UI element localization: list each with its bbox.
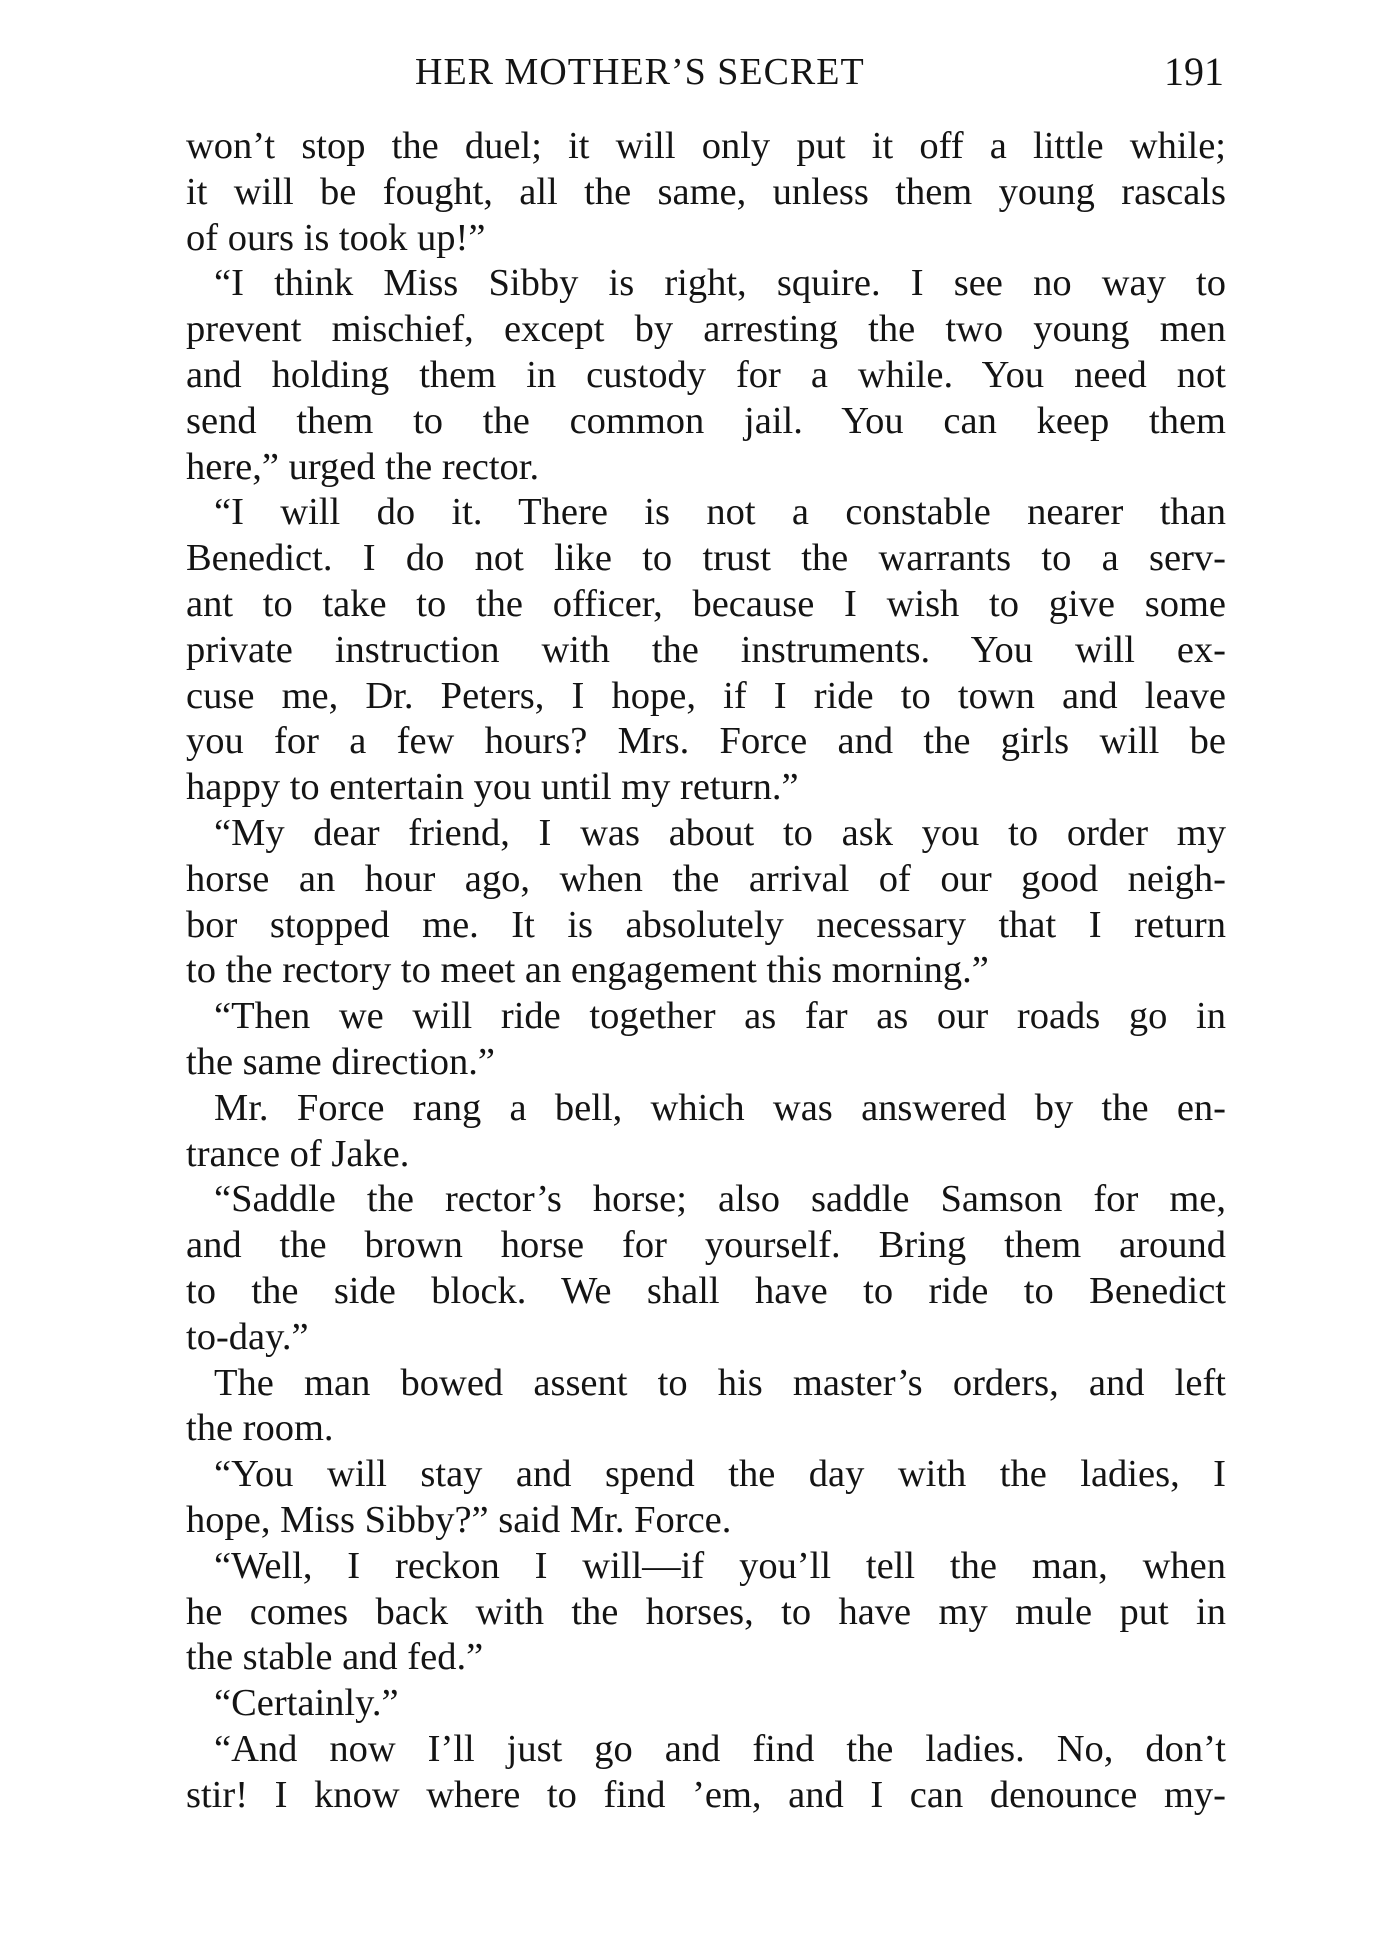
running-title: HER MOTHER’S SECRET <box>415 51 865 93</box>
text-line: “You will stay and spend the day with the ladies, I <box>214 1453 1226 1496</box>
text-line: it will be fought, all the same, unless them young rascals <box>186 170 1226 213</box>
text-line: here,” urged the rector. <box>186 445 540 488</box>
text-line: “Certainly.” <box>214 1682 399 1725</box>
text-line: cuse me, Dr. Peters, I hope, if I ride to town and leave <box>186 674 1226 717</box>
text-line: hope, Miss Sibby?” said Mr. Force. <box>186 1498 732 1541</box>
text-line: the same direction.” <box>186 1040 495 1083</box>
text-line: the room. <box>186 1407 334 1450</box>
text-line: “Saddle the rector’s horse; also saddle Samson for me, <box>214 1178 1226 1221</box>
text-line: trance of Jake. <box>186 1132 410 1175</box>
text-line: “My dear friend, I was about to ask you to order my <box>214 811 1226 854</box>
body-text <box>186 124 1226 1818</box>
text-line: “And now I’ll just go and find the ladies. No, don’t <box>214 1727 1226 1770</box>
text-line: “I will do it. There is not a constable nearer than <box>214 491 1226 534</box>
text-line: to the rectory to meet an engagement this morning.” <box>186 949 989 992</box>
text-line: to-day.” <box>186 1315 309 1358</box>
text-line: Mr. Force rang a bell, which was answered by the en- <box>214 1086 1226 1129</box>
text-line: happy to entertain you until my return.” <box>186 766 799 809</box>
text-line: to the side block. We shall have to ride to Benedict <box>186 1269 1226 1312</box>
text-line: horse an hour ago, when the arrival of our good neigh- <box>186 857 1226 900</box>
text-line: bor stopped me. It is absolutely necessary that I return <box>186 903 1226 946</box>
text-line: The man bowed assent to his master’s orders, and left <box>214 1361 1226 1404</box>
text-line: private instruction with the instruments. You will ex- <box>186 628 1226 671</box>
running-head <box>186 42 1226 102</box>
text-line: won’t stop the duel; it will only put it off a little while; <box>186 125 1226 167</box>
text-line: and holding them in custody for a while. You need not <box>186 353 1226 396</box>
text-line: “Then we will ride together as far as our roads go in <box>214 995 1226 1038</box>
text-line: “I think Miss Sibby is right, squire. I see no way to <box>214 262 1226 305</box>
text-line: “Well, I reckon I will—if you’ll tell the man, when <box>214 1544 1226 1587</box>
text-line: prevent mischief, except by arresting the two young men <box>186 308 1226 351</box>
text-line: the stable and fed.” <box>186 1636 484 1679</box>
text-line: of ours is took up!” <box>186 216 486 259</box>
text-line: and the brown horse for yourself. Bring them around <box>186 1224 1226 1267</box>
text-line: he comes back with the horses, to have my mule put in <box>186 1590 1226 1633</box>
page-number: 191 <box>1164 49 1224 94</box>
text-line: stir! I know where to find ’em, and I can denounce my- <box>186 1773 1226 1816</box>
text-line: send them to the common jail. You can keep them <box>186 399 1226 442</box>
text-line: Benedict. I do not like to trust the warrants to a serv- <box>186 537 1226 580</box>
text-line: ant to take to the officer, because I wish to give some <box>186 582 1226 625</box>
text-line: you for a few hours? Mrs. Force and the girls will be <box>186 720 1226 763</box>
